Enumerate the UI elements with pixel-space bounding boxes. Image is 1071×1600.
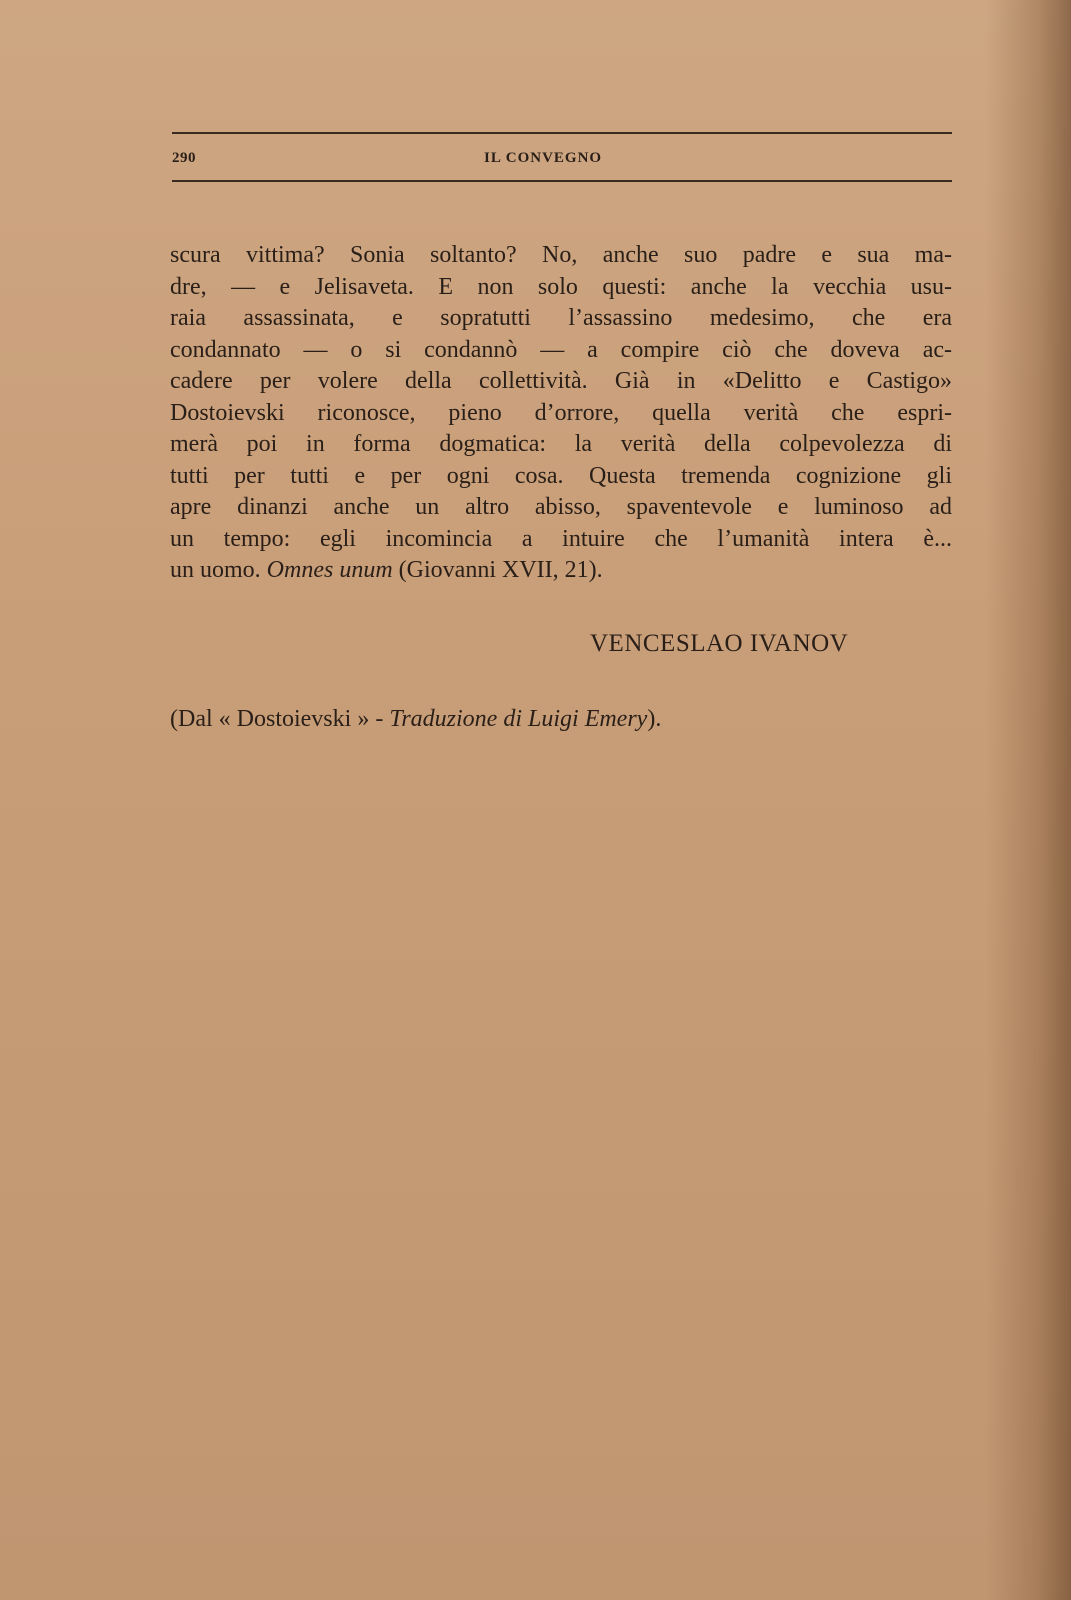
text-line: raia assassinata, e sopratutti l’assassino medesimo, che era: [170, 305, 952, 331]
header-rule-top: [172, 132, 952, 134]
text-line: tutti per tutti e per ogni cosa. Questa tremenda cognizione gli: [170, 462, 952, 489]
author-signature: VENCESLAO IVANOV: [590, 630, 849, 657]
text-line: apre dinanzi anche un altro abisso, spaventevole e luminoso ad: [170, 494, 952, 520]
page-number: 290: [172, 150, 196, 166]
header-rule-bottom: [172, 180, 952, 182]
last-line-prefix: un uomo.: [170, 557, 267, 583]
translator-credit: Traduzione di Luigi Emery: [389, 706, 648, 732]
text-line: condannato — o si condannò — a compire ciò che doveva ac-: [170, 336, 952, 363]
source-prefix: (Dal « Dostoievski » -: [170, 706, 390, 732]
text-line: cadere per volere della collettività. Già in «Delitto e Castigo»: [170, 368, 952, 394]
source-note: [170, 706, 661, 733]
last-line-suffix: (Giovanni XVII, 21).: [392, 557, 603, 583]
text-line: merà poi in forma dogmatica: la verità della colpevolezza di: [170, 431, 952, 457]
body-paragraph: [170, 240, 952, 587]
running-head: [172, 150, 952, 176]
text-line: Dostoievski riconosce, pieno d’orrore, quella verità che espri-: [170, 399, 952, 426]
latin-quote: Omnes unum: [266, 557, 393, 583]
text-line: scura vittima? Sonia soltanto? No, anche suo padre e sua ma-: [170, 242, 952, 268]
text-line-last: [170, 555, 952, 587]
source-suffix: ).: [647, 706, 662, 732]
text-line: dre, — e Jelisaveta. E non solo questi: anche la vecchia usu-: [170, 273, 952, 300]
journal-title: IL CONVEGNO: [484, 150, 603, 166]
text-line: un tempo: egli incomincia a intuire che l’umanità intera è...: [170, 525, 952, 552]
